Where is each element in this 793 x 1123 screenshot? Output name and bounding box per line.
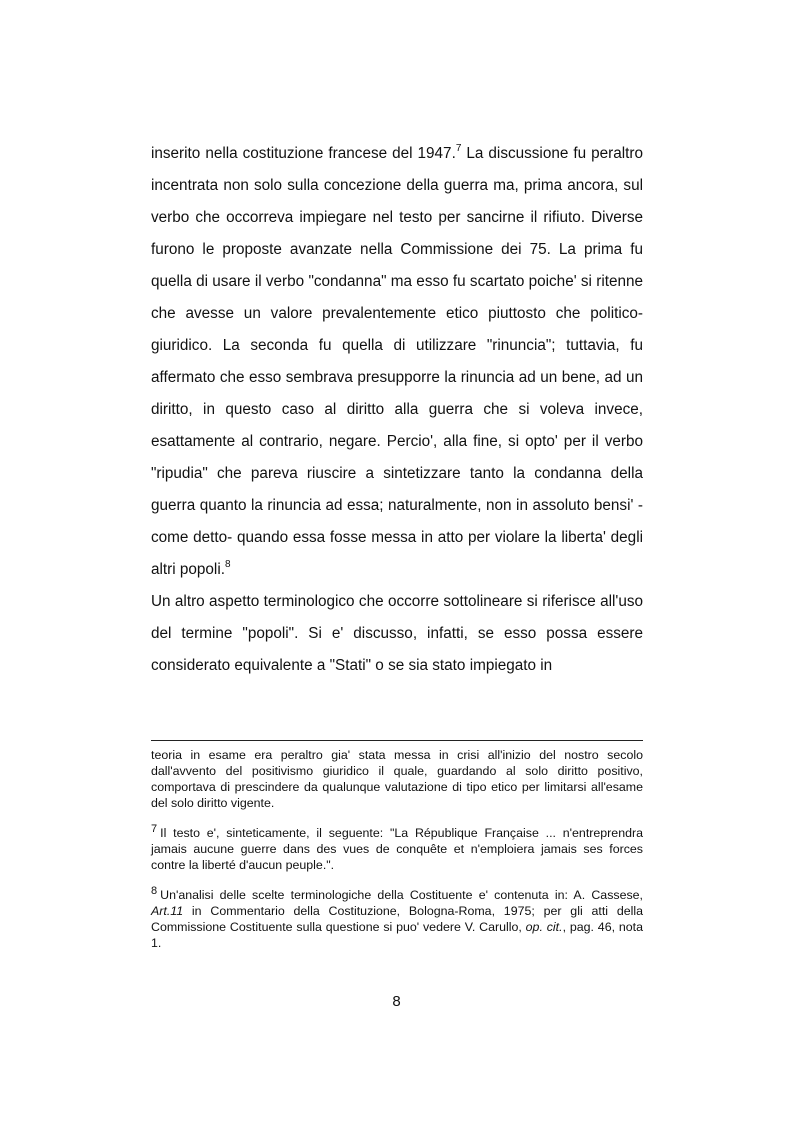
- footnote-8-art-title: Art.11: [151, 904, 184, 918]
- footnote-ref-7[interactable]: 7: [455, 142, 462, 154]
- footnote-7: [151, 822, 643, 873]
- paragraph-1-part-b: La discussione fu peraltro incentrata non solo sulla concezione della guerra ma, prima ancora, sul verbo che occorreva impiegare nel testo per sancirne il rifiuto. Diverse furono le proposte avanzate nella Commissione dei 75. La prima fu quella di usare il verbo "condanna" ma esso fu scartato poiche' si ritenne che avesse un valore prevalentemente etico piuttosto che politico-giuridico. La seconda fu quella di utilizzare "rinuncia"; tuttavia, fu affermato che esso sembrava presupporre la rinuncia ad un bene, ad un diritto, in questo caso al diritto alla guerra che si voleva invece, esattamente al contrario, negare. Percio', alla fine, si opto' per il verbo "ripudia" che pareva riuscire a sintetizzare tanto la condanna della guerra quanto la rinuncia ad essa; naturalmente, non in assoluto bensi' -come detto- quando essa fosse messa in atto per violare la liberta' degli altri popoli.: [151, 145, 643, 578]
- footnote-ref-8[interactable]: 8: [224, 558, 231, 570]
- footnote-8-text-a: Un'analisi delle scelte terminologiche della Costituente e' contenuta in: A. Cassese,: [160, 888, 643, 902]
- footnote-7-text: Il testo e', sinteticamente, il seguente: "La République Française ... n'entreprendra jamais aucune guerre dans des vues de conquête et n'emploiera jamais ses forces contre la liberté d'aucun peuple.".: [151, 826, 643, 872]
- body-text: [151, 138, 643, 682]
- footnote-separator: [151, 740, 643, 741]
- page-number: 8: [392, 993, 401, 1010]
- paragraph-1: [151, 138, 643, 586]
- footnote-8-text-b: in Commentario della Costituzione, Bologna-Roma, 1975; per gli atti della Commissione Costituente sulla questione si puo' vedere V. Carullo,: [151, 904, 643, 934]
- footnotes: [151, 747, 643, 951]
- footnote-continued: teoria in esame era peraltro gia' stata messa in crisi all'inizio del nostro secolo dall'avvento del positivismo giuridico il quale, guardando al solo diritto positivo, comportava di prescindere da qualunque valutazione di tipo etico per limitarsi all'esame del solo diritto vigente.: [151, 748, 643, 810]
- paragraph-1-part-a: inserito nella costituzione francese del 1947.: [151, 145, 456, 162]
- footnote-8-op-cit: op. cit.: [525, 920, 563, 934]
- footnote-7-number: 7: [151, 822, 158, 835]
- footnote-8-text-c: , pag. 46, nota 1.: [151, 920, 643, 950]
- footnote-8-number: 8: [151, 884, 158, 897]
- footnote-8: [151, 884, 643, 951]
- main-text: [151, 138, 643, 682]
- paragraph-2: Un altro aspetto terminologico che occorre sottolineare si riferisce all'uso del termine "popoli". Si e' discusso, infatti, se esso possa essere considerato equivalente a "Stati" o se sia stato impiegato in: [151, 593, 643, 674]
